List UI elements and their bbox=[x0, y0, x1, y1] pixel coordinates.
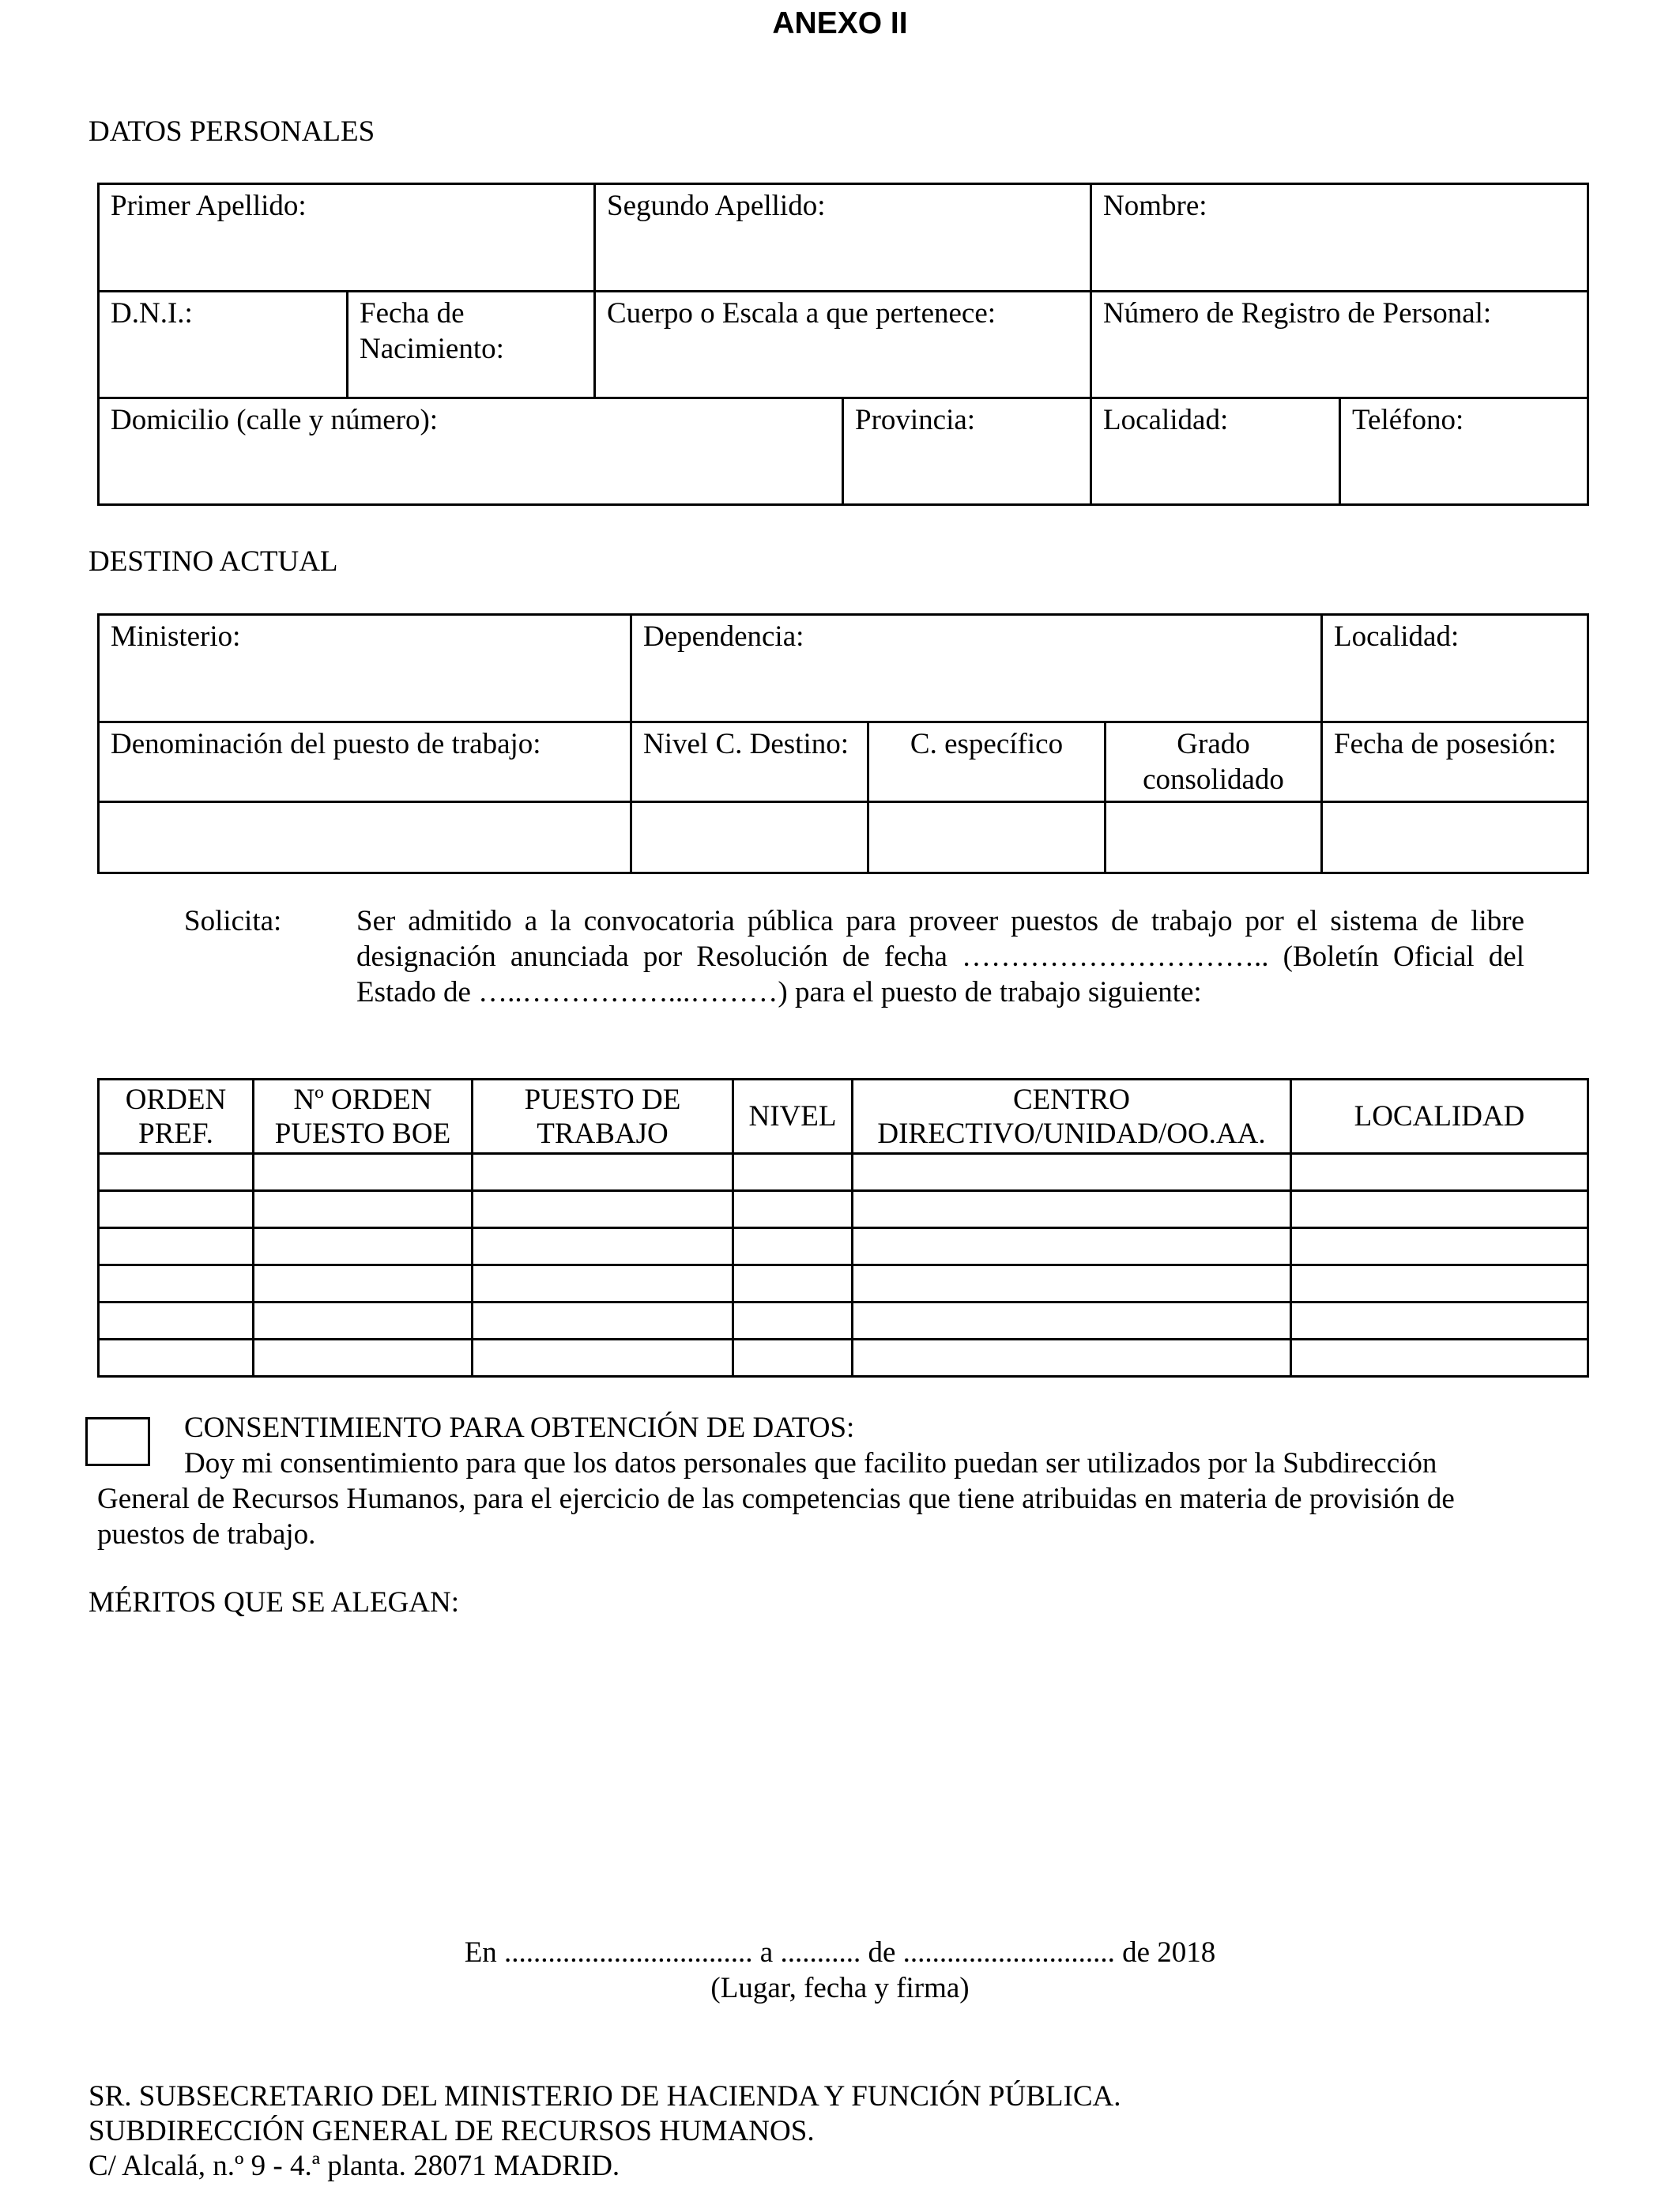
table-row bbox=[99, 1265, 1588, 1302]
table-cell[interactable] bbox=[1291, 1228, 1588, 1265]
puestos-table bbox=[97, 1078, 1589, 1378]
table-cell[interactable] bbox=[99, 1265, 254, 1302]
consentimiento-heading: CONSENTIMIENTO PARA OBTENCIÓN DE DATOS: bbox=[184, 1412, 855, 1444]
segundo-apellido-field[interactable] bbox=[595, 184, 1091, 292]
table-cell[interactable] bbox=[853, 1154, 1291, 1191]
table-cell[interactable] bbox=[99, 1228, 254, 1265]
table-cell[interactable] bbox=[1291, 1154, 1588, 1191]
destino-localidad-label: Localidad: bbox=[1334, 620, 1460, 653]
solicita-line-2: designación anunciada por Resolución de fecha ………………………….. (Boletín Oficial del bbox=[356, 941, 1524, 973]
cuerpo-escala-label: Cuerpo o Escala a que pertenece: bbox=[607, 297, 996, 330]
fecha-nacimiento-label-2: Nacimiento: bbox=[360, 333, 504, 365]
table-row bbox=[99, 1302, 1588, 1340]
provincia-field[interactable] bbox=[843, 398, 1091, 505]
table-cell[interactable] bbox=[733, 1302, 853, 1340]
header-nivel: NIVEL bbox=[733, 1080, 853, 1154]
firma-caption: (Lugar, fecha y firma) bbox=[710, 1972, 970, 2004]
solicita-label: Solicita: bbox=[184, 905, 282, 937]
cuerpo-escala-field[interactable] bbox=[595, 292, 1091, 398]
table-cell[interactable] bbox=[733, 1265, 853, 1302]
nombre-field[interactable] bbox=[1091, 184, 1588, 292]
segundo-apellido-label: Segundo Apellido: bbox=[607, 190, 826, 222]
table-cell[interactable] bbox=[99, 1340, 254, 1377]
table-row bbox=[99, 1340, 1588, 1377]
dni-label: D.N.I.: bbox=[111, 297, 193, 330]
header-n-orden: Nº ORDEN PUESTO BOE bbox=[254, 1080, 473, 1154]
table-row bbox=[99, 1191, 1588, 1228]
consentimiento-line-1: Doy mi consentimiento para que los datos personales que facilito puedan ser utilizados por la Subdirección bbox=[184, 1447, 1437, 1480]
primer-apellido-label: Primer Apellido: bbox=[111, 190, 307, 222]
grado-consolidado-label: Grado consolidado bbox=[1106, 722, 1322, 802]
puestos-header-row bbox=[99, 1080, 1588, 1154]
solicita-line-3: Estado de …..……………...………) para el puesto de trabajo siguiente: bbox=[356, 976, 1202, 1008]
header-orden-pref: ORDEN PREF. bbox=[99, 1080, 254, 1154]
header-puesto-trabajo: PUESTO DE TRABAJO bbox=[473, 1080, 733, 1154]
page-title: ANEXO II bbox=[772, 6, 908, 40]
nrp-field[interactable] bbox=[1091, 292, 1588, 398]
dni-field[interactable] bbox=[99, 292, 348, 398]
table-cell[interactable] bbox=[99, 1191, 254, 1228]
telefono-label: Teléfono: bbox=[1352, 404, 1464, 436]
nrp-label: Número de Registro de Personal: bbox=[1103, 297, 1492, 330]
fecha-posesion-label: Fecha de posesión: bbox=[1322, 722, 1588, 802]
table-cell[interactable] bbox=[1291, 1191, 1588, 1228]
domicilio-label: Domicilio (calle y número): bbox=[111, 404, 439, 436]
meritos-heading: MÉRITOS QUE SE ALEGAN: bbox=[89, 1586, 460, 1619]
c-especifico-label: C. específico bbox=[868, 722, 1106, 802]
localidad-field[interactable] bbox=[1091, 398, 1340, 505]
table-cell[interactable] bbox=[733, 1191, 853, 1228]
dependencia-label: Dependencia: bbox=[643, 620, 804, 653]
fecha-nacimiento-field[interactable] bbox=[348, 292, 595, 398]
table-cell[interactable] bbox=[733, 1340, 853, 1377]
table-cell[interactable] bbox=[853, 1302, 1291, 1340]
table-cell[interactable] bbox=[473, 1228, 733, 1265]
fecha-nacimiento-label-1: Fecha de bbox=[360, 297, 465, 330]
table-cell[interactable] bbox=[254, 1228, 473, 1265]
table-row bbox=[99, 1154, 1588, 1191]
table-cell[interactable] bbox=[853, 1340, 1291, 1377]
table-cell[interactable] bbox=[254, 1265, 473, 1302]
table-cell[interactable] bbox=[254, 1191, 473, 1228]
table-cell[interactable] bbox=[473, 1265, 733, 1302]
consentimiento-line-2: General de Recursos Humanos, para el ejercicio de las competencias que tiene atribuidas en materia de provisión de bbox=[97, 1483, 1455, 1515]
denominacion-puesto-input[interactable] bbox=[99, 802, 631, 873]
table-cell[interactable] bbox=[733, 1154, 853, 1191]
table-cell[interactable] bbox=[473, 1302, 733, 1340]
table-cell[interactable] bbox=[254, 1340, 473, 1377]
table-cell[interactable] bbox=[853, 1228, 1291, 1265]
provincia-label: Provincia: bbox=[855, 404, 976, 436]
table-cell[interactable] bbox=[473, 1154, 733, 1191]
nivel-destino-label: Nivel C. Destino: bbox=[631, 722, 868, 802]
grado-consolidado-input[interactable] bbox=[1106, 802, 1322, 873]
telefono-field[interactable] bbox=[1340, 398, 1588, 505]
destino-actual-table bbox=[97, 613, 1589, 874]
destino-actual-heading: DESTINO ACTUAL bbox=[89, 545, 338, 578]
denominacion-puesto-label: Denominación del puesto de trabajo: bbox=[99, 722, 631, 802]
header-localidad: LOCALIDAD bbox=[1291, 1080, 1588, 1154]
footer-line-1: SR. SUBSECRETARIO DEL MINISTERIO DE HACIENDA Y FUNCIÓN PÚBLICA. bbox=[89, 2080, 1121, 2113]
table-cell[interactable] bbox=[473, 1191, 733, 1228]
table-cell[interactable] bbox=[99, 1302, 254, 1340]
footer-line-2: SUBDIRECCIÓN GENERAL DE RECURSOS HUMANOS. bbox=[89, 2115, 815, 2147]
table-cell[interactable] bbox=[1291, 1340, 1588, 1377]
meritos-area[interactable] bbox=[89, 1628, 1587, 1928]
destino-localidad-field[interactable] bbox=[1322, 615, 1588, 722]
table-cell[interactable] bbox=[853, 1265, 1291, 1302]
table-cell[interactable] bbox=[99, 1154, 254, 1191]
table-cell[interactable] bbox=[254, 1154, 473, 1191]
header-centro-directivo: CENTRO DIRECTIVO/UNIDAD/OO.AA. bbox=[853, 1080, 1291, 1154]
ministerio-label: Ministerio: bbox=[111, 620, 241, 653]
consentimiento-line-3: puestos de trabajo. bbox=[97, 1518, 316, 1551]
firma-line: En .................................. a ........... de ............................. de 2018 bbox=[464, 1936, 1216, 1969]
c-especifico-input[interactable] bbox=[868, 802, 1106, 873]
table-cell[interactable] bbox=[853, 1191, 1291, 1228]
fecha-posesion-input[interactable] bbox=[1322, 802, 1588, 873]
table-row bbox=[99, 1228, 1588, 1265]
table-cell[interactable] bbox=[254, 1302, 473, 1340]
table-cell[interactable] bbox=[1291, 1302, 1588, 1340]
domicilio-field[interactable] bbox=[99, 398, 843, 505]
localidad-label: Localidad: bbox=[1103, 404, 1229, 436]
datos-personales-heading: DATOS PERSONALES bbox=[89, 115, 375, 148]
nombre-label: Nombre: bbox=[1103, 190, 1207, 222]
nivel-destino-input[interactable] bbox=[631, 802, 868, 873]
dependencia-field[interactable] bbox=[631, 615, 1322, 722]
ministerio-field[interactable] bbox=[99, 615, 631, 722]
table-cell[interactable] bbox=[733, 1228, 853, 1265]
datos-personales-table bbox=[97, 183, 1589, 506]
table-cell[interactable] bbox=[473, 1340, 733, 1377]
table-cell[interactable] bbox=[1291, 1265, 1588, 1302]
footer-line-3: C/ Alcalá, n.º 9 - 4.ª planta. 28071 MADRID. bbox=[89, 2150, 620, 2182]
primer-apellido-field[interactable] bbox=[99, 184, 595, 292]
consent-checkbox[interactable] bbox=[85, 1417, 150, 1466]
solicita-line-1: Ser admitido a la convocatoria pública para proveer puestos de trabajo por el sistema de libre bbox=[356, 905, 1524, 937]
